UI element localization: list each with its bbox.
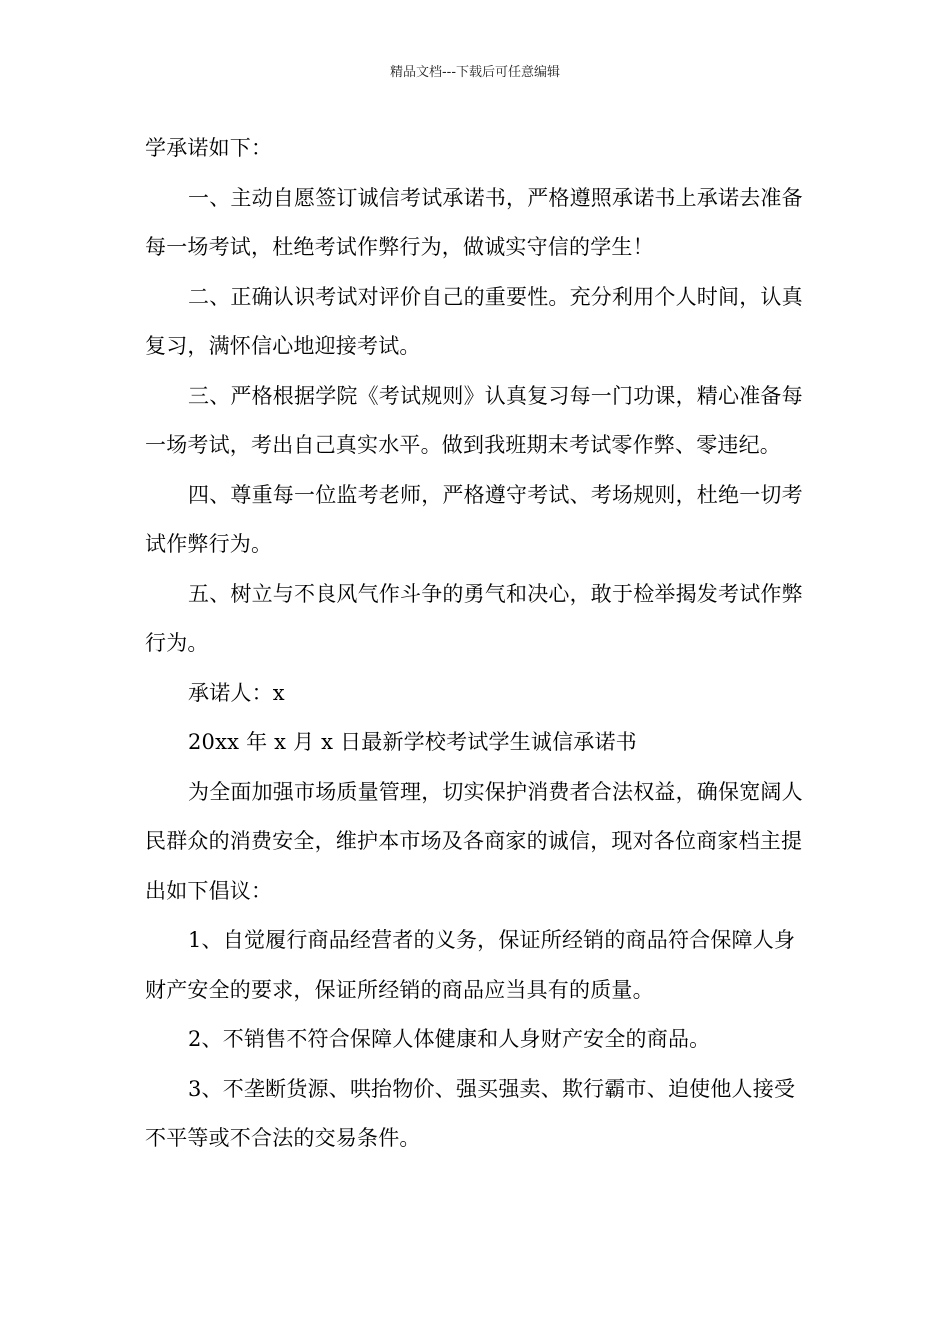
paragraph-commitment-intro: 学承诺如下：	[145, 136, 273, 160]
paragraph-initiative-1: 1、自觉履行商品经营者的义务，保证所经销的商品符合保障人身财产安全的要求，保证所经销的商品应当具有的质量。	[145, 928, 796, 1002]
paragraph-item-4: 四、尊重每一位监考老师，严格遵守考试、考场规则，杜绝一切考试作弊行为。	[145, 482, 803, 556]
signature-line: 承诺人：x	[188, 680, 285, 705]
date-title-line: 20xx 年 x 月 x 日最新学校考试学生诚信承诺书	[188, 730, 637, 754]
paragraph-item-1: 一、主动自愿签订诚信考试承诺书，严格遵照承诺书上承诺去准备每一场考试，杜绝考试作弊行为，做诚实守信的学生！	[145, 185, 803, 259]
paragraph-initiative-2: 2、不销售不符合保障人体健康和人身财产安全的商品。	[188, 1027, 711, 1051]
paragraph-initiative-3: 3、不垄断货源、哄抬物价、强买强卖、欺行霸市、迫使他人接受不平等或不合法的交易条件。	[145, 1076, 796, 1150]
paragraph-item-3: 三、严格根据学院《考试规则》认真复习每一门功课，精心准备每一场考试，考出自己真实水平。做到我班期末考试零作弊、零违纪。	[145, 383, 803, 457]
document-body	[145, 124, 809, 1164]
paragraph-item-5: 五、树立与不良风气作斗争的勇气和决心，敢于检举揭发考试作弊行为。	[145, 581, 803, 655]
paragraph-item-2: 二、正确认识考试对评价自己的重要性。充分利用个人时间，认真复习，满怀信心地迎接考试。	[145, 284, 803, 358]
page-header: 精品文档---下载后可任意编辑	[389, 65, 561, 80]
paragraph-initiative-intro: 为全面加强市场质量管理，切实保护消费者合法权益，确保宽阔人民群众的消费安全，维护本市场及各商家的诚信，现对各位商家档主提出如下倡议：	[145, 779, 803, 903]
